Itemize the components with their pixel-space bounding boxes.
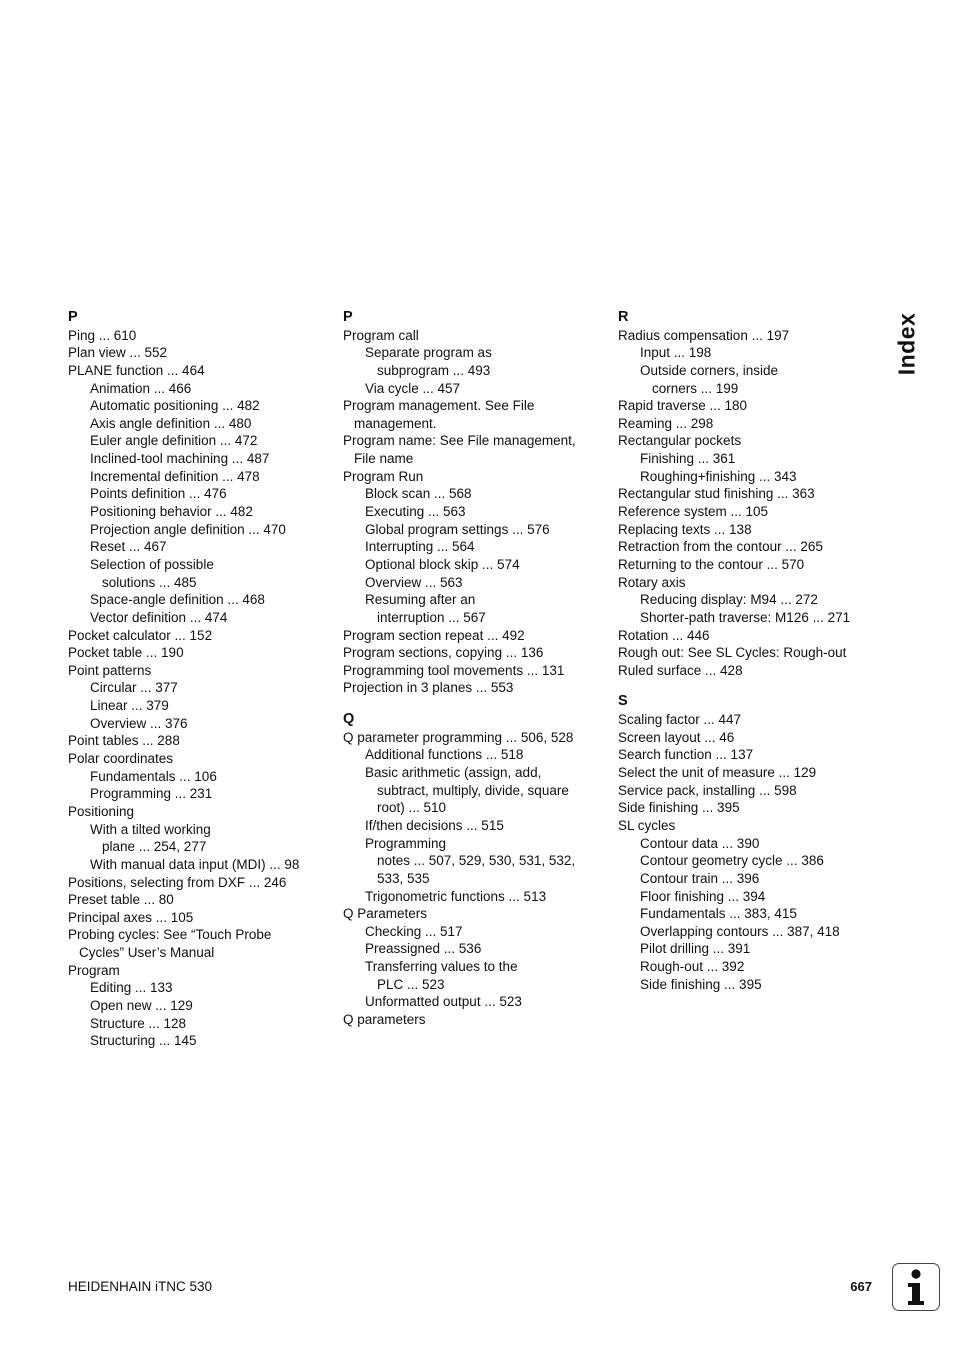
index-entry: Retraction from the contour ... 265 bbox=[618, 539, 823, 555]
index-entry: management. bbox=[354, 415, 437, 431]
index-subentry: Euler angle definition ... 472 bbox=[90, 433, 258, 449]
index-subentry: solutions ... 485 bbox=[102, 574, 197, 590]
index-subentry: Roughing+finishing ... 343 bbox=[640, 468, 797, 484]
index-entry: Q Parameters bbox=[343, 906, 428, 922]
index-entry: Projection in 3 planes ... 553 bbox=[343, 680, 514, 696]
index-subentry: Resuming after an bbox=[365, 592, 476, 608]
index-entry: Ping ... 610 bbox=[68, 327, 137, 343]
page-number: 667 bbox=[850, 1279, 872, 1294]
index-subentry: Fundamentals ... 106 bbox=[90, 768, 217, 784]
index-subentry: Space-angle definition ... 468 bbox=[90, 592, 265, 608]
index-entry: Scaling factor ... 447 bbox=[618, 712, 742, 728]
index-subentry: Points definition ... 476 bbox=[90, 486, 227, 502]
index-section-letter: R bbox=[618, 309, 629, 325]
index-subentry: PLC ... 523 bbox=[377, 976, 445, 992]
index-entry: Program bbox=[68, 962, 120, 978]
index-entry: Radius compensation ... 197 bbox=[618, 327, 790, 343]
index-entry: Ruled surface ... 428 bbox=[618, 662, 743, 678]
index-section-letter: Q bbox=[343, 711, 355, 728]
index-entry: Rectangular stud finishing ... 363 bbox=[618, 486, 815, 502]
index-entry: Search function ... 137 bbox=[618, 747, 754, 763]
index-entry: Program sections, copying ... 136 bbox=[343, 645, 544, 661]
index-column-1 bbox=[68, 309, 328, 1050]
index-entry: Replacing texts ... 138 bbox=[618, 521, 752, 537]
index-subentry: Positioning behavior ... 482 bbox=[90, 504, 253, 520]
index-subentry: Animation ... 466 bbox=[90, 380, 192, 396]
index-entry: Cycles” User’s Manual bbox=[79, 945, 215, 961]
index-entry: Rotation ... 446 bbox=[618, 627, 710, 643]
index-subentry: Floor finishing ... 394 bbox=[640, 888, 766, 904]
index-entry: Probing cycles: See “Touch Probe bbox=[68, 927, 272, 943]
index-subentry: Automatic positioning ... 482 bbox=[90, 398, 260, 414]
index-entry: Preset table ... 80 bbox=[68, 892, 174, 908]
index-entry: Q parameters bbox=[343, 1011, 426, 1027]
index-entry: Side finishing ... 395 bbox=[618, 800, 740, 816]
index-subentry: Separate program as bbox=[365, 345, 492, 361]
index-subentry: Checking ... 517 bbox=[365, 923, 463, 939]
index-subentry: Basic arithmetic (assign, add, bbox=[365, 765, 542, 781]
index-subentry: Editing ... 133 bbox=[90, 980, 173, 996]
index-subentry: Structuring ... 145 bbox=[90, 1033, 197, 1049]
index-subentry: Contour geometry cycle ... 386 bbox=[640, 853, 824, 869]
index-entry: Point tables ... 288 bbox=[68, 733, 180, 749]
index-subentry: Overlapping contours ... 387, 418 bbox=[640, 923, 840, 939]
index-entry: Rough out: See SL Cycles: Rough-out bbox=[618, 645, 847, 661]
index-subentry: Outside corners, inside bbox=[640, 362, 779, 378]
index-entry: Positions, selecting from DXF ... 246 bbox=[68, 874, 287, 890]
index-subentry: Structure ... 128 bbox=[90, 1015, 187, 1031]
index-entry: Program call bbox=[343, 327, 419, 343]
index-entry: Service pack, installing ... 598 bbox=[618, 782, 797, 798]
index-subentry: corners ... 199 bbox=[652, 380, 739, 396]
index-entry: Plan view ... 552 bbox=[68, 345, 168, 361]
index-subentry: Circular ... 377 bbox=[90, 680, 178, 696]
index-subentry: Contour train ... 396 bbox=[640, 870, 760, 886]
index-entry: Rapid traverse ... 180 bbox=[618, 398, 748, 414]
index-subentry: Unformatted output ... 523 bbox=[365, 994, 522, 1010]
index-entry: Program name: See File management, bbox=[343, 433, 576, 449]
index-entry: Returning to the contour ... 570 bbox=[618, 556, 805, 572]
index-entry: PLANE function ... 464 bbox=[68, 362, 205, 378]
index-subentry: Executing ... 563 bbox=[365, 504, 466, 520]
index-subentry: Projection angle definition ... 470 bbox=[90, 521, 286, 537]
index-entry: Select the unit of measure ... 129 bbox=[618, 765, 817, 781]
index-entry: Program section repeat ... 492 bbox=[343, 627, 525, 643]
index-subentry: With manual data input (MDI) ... 98 bbox=[90, 856, 300, 872]
index-subentry: Reset ... 467 bbox=[90, 539, 167, 555]
index-entry: Positioning bbox=[68, 803, 135, 819]
index-entry: Pocket table ... 190 bbox=[68, 645, 184, 661]
info-icon-glyph bbox=[893, 1264, 939, 1310]
info-icon bbox=[892, 1263, 940, 1311]
index-column-3 bbox=[618, 309, 878, 993]
index-entry: Point patterns bbox=[68, 662, 152, 678]
index-subentry: Transferring values to the bbox=[365, 959, 518, 975]
section-gap bbox=[618, 679, 878, 693]
index-subentry: Shorter-path traverse: M126 ... 271 bbox=[640, 609, 851, 625]
index-entry: Rectangular pockets bbox=[618, 433, 742, 449]
footer-title: HEIDENHAIN iTNC 530 bbox=[68, 1279, 213, 1294]
index-subentry: Contour data ... 390 bbox=[640, 835, 760, 851]
index-subentry: Overview ... 563 bbox=[365, 574, 463, 590]
index-subentry: Axis angle definition ... 480 bbox=[90, 415, 252, 431]
index-subentry: Trigonometric functions ... 513 bbox=[365, 888, 547, 904]
index-subentry: Inclined-tool machining ... 487 bbox=[90, 451, 270, 467]
index-subentry: Block scan ... 568 bbox=[365, 486, 472, 502]
index-title-text: Index bbox=[893, 312, 920, 376]
index-subentry: Reducing display: M94 ... 272 bbox=[640, 592, 818, 608]
index-subentry: Overview ... 376 bbox=[90, 715, 188, 731]
index-entry: Pocket calculator ... 152 bbox=[68, 627, 213, 643]
index-subentry: 533, 535 bbox=[377, 870, 430, 886]
index-entry: Programming tool movements ... 131 bbox=[343, 662, 565, 678]
index-subentry: Programming ... 231 bbox=[90, 786, 213, 802]
index-subentry: Incremental definition ... 478 bbox=[90, 468, 260, 484]
index-subentry: Optional block skip ... 574 bbox=[365, 556, 520, 572]
index-entry: Rotary axis bbox=[618, 574, 686, 590]
index-sidebar-title bbox=[889, 306, 925, 382]
index-subentry: Input ... 198 bbox=[640, 345, 712, 361]
index-subentry: root) ... 510 bbox=[377, 800, 447, 816]
index-subentry: Linear ... 379 bbox=[90, 698, 169, 714]
index-subentry: notes ... 507, 529, 530, 531, 532, bbox=[377, 853, 576, 869]
index-subentry: subprogram ... 493 bbox=[377, 362, 491, 378]
index-subentry: Side finishing ... 395 bbox=[640, 976, 762, 992]
index-entry: SL cycles bbox=[618, 817, 676, 833]
index-subentry: plane ... 254, 277 bbox=[102, 839, 207, 855]
index-section-letter: P bbox=[68, 309, 78, 325]
index-entry: Program management. See File bbox=[343, 398, 535, 414]
index-entry: Screen layout ... 46 bbox=[618, 729, 735, 745]
index-subentry: Pilot drilling ... 391 bbox=[640, 941, 751, 957]
index-subentry: Via cycle ... 457 bbox=[365, 380, 461, 396]
index-subentry: Fundamentals ... 383, 415 bbox=[640, 906, 797, 922]
index-subentry: Interrupting ... 564 bbox=[365, 539, 475, 555]
index-subentry: Selection of possible bbox=[90, 556, 214, 572]
index-subentry: Finishing ... 361 bbox=[640, 451, 736, 467]
index-entry: Reference system ... 105 bbox=[618, 504, 769, 520]
index-entry: Principal axes ... 105 bbox=[68, 909, 194, 925]
index-subentry: subtract, multiply, divide, square bbox=[377, 782, 569, 798]
index-entry: Q parameter programming ... 506, 528 bbox=[343, 729, 574, 745]
index-entry: Polar coordinates bbox=[68, 751, 174, 767]
index-subentry: Preassigned ... 536 bbox=[365, 941, 482, 957]
index-subentry: Open new ... 129 bbox=[90, 997, 193, 1013]
index-subentry: Programming bbox=[365, 835, 447, 851]
index-subentry: If/then decisions ... 515 bbox=[365, 817, 504, 833]
index-section-letter: S bbox=[618, 693, 628, 710]
section-gap bbox=[343, 697, 603, 711]
index-entry: File name bbox=[354, 451, 414, 467]
index-subentry: Vector definition ... 474 bbox=[90, 609, 228, 625]
index-subentry: Global program settings ... 576 bbox=[365, 521, 550, 537]
index-subentry: interruption ... 567 bbox=[377, 609, 486, 625]
index-subentry: Rough-out ... 392 bbox=[640, 959, 745, 975]
index-entry: Program Run bbox=[343, 468, 424, 484]
index-column-2 bbox=[343, 309, 603, 1029]
index-entry: Reaming ... 298 bbox=[618, 415, 714, 431]
index-subentry: With a tilted working bbox=[90, 821, 211, 837]
index-subentry: Additional functions ... 518 bbox=[365, 747, 524, 763]
index-section-letter: P bbox=[343, 309, 353, 325]
